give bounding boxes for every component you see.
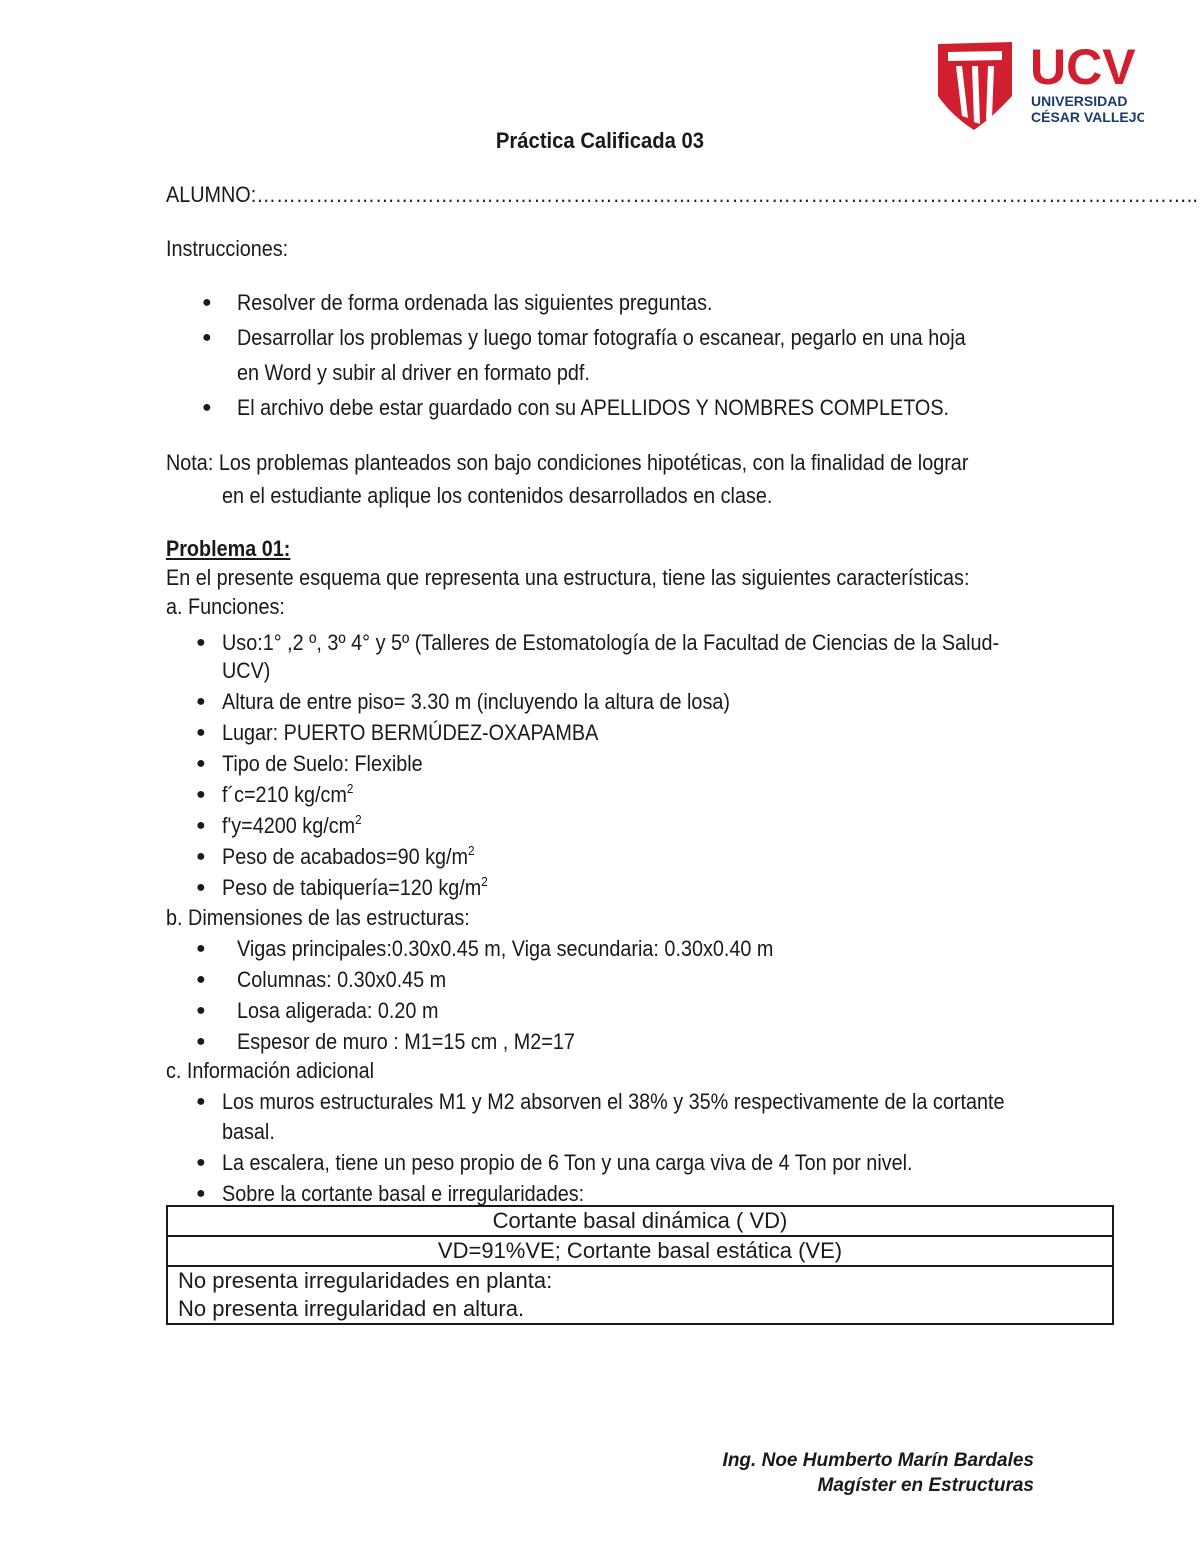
table-cell-line: No presenta irregularidades en planta: (178, 1268, 553, 1293)
bullet-icon: ● (196, 879, 206, 896)
svg-text:UCV: UCV (1030, 39, 1136, 95)
function-item: Tipo de Suelo: Flexible (222, 751, 423, 776)
info-item: Sobre la cortante basal e irregularidades: (222, 1181, 585, 1206)
info-item-continuation: basal. (222, 1119, 275, 1144)
ucv-logo (934, 38, 1144, 133)
bullet-icon: ● (196, 940, 206, 957)
student-name-line: ALUMNO:…………………………………………………………………………………………………………………………….. (166, 182, 1198, 207)
table-row (167, 1206, 1113, 1236)
section-c-heading: c. Información adicional (166, 1058, 375, 1083)
function-item: Peso de tabiquería=120 $kg/m^2$ (222, 874, 488, 900)
info-item: La escalera, tiene un peso propio de 6 Ton y una carga viva de 4 Ton por nivel. (222, 1150, 913, 1175)
dimension-item: Losa aligerada: 0.20 m (237, 998, 439, 1023)
ucv-logo-graphic (934, 38, 1144, 133)
bullet-icon: ● (196, 693, 206, 710)
dimension-item: Columnas: 0.30x0.45 m (237, 967, 447, 992)
function-item: Altura de entre piso= 3.30 m (incluyendo la altura de losa) (222, 689, 730, 714)
function-item: Peso de acabados=90 $kg/m^2$ (222, 843, 475, 869)
bullet-icon: ● (196, 848, 206, 865)
bullet-icon: ● (196, 1002, 206, 1019)
bullet-icon: ● (202, 329, 212, 346)
bullet-icon: ● (196, 1185, 206, 1202)
signature-degree: Magíster en Estructuras (817, 1475, 1034, 1496)
note-line-continuation: en el estudiante aplique los contenidos desarrollados en clase. (222, 483, 773, 508)
note-line: Nota: Los problemas planteados son bajo condiciones hipotéticas, con la finalidad de lograr (166, 450, 969, 475)
dimension-item: Vigas principales:0.30x0.45 m, Viga secundaria: 0.30x0.40 m (237, 936, 774, 961)
info-item: Los muros estructurales M1 y M2 absorven el 38% y 35% respectivamente de la cortante (222, 1089, 1005, 1114)
bullet-icon: ● (196, 817, 206, 834)
instruction-item: Desarrollar los problemas y luego tomar fotografía o escanear, pegarlo en una hoja (237, 325, 966, 350)
section-a-heading: a. Funciones: (166, 594, 285, 619)
function-item: f'y=4200 $kg/cm^2$ (222, 812, 362, 838)
problem-heading: Problema 01: (166, 536, 291, 561)
bullet-icon: ● (202, 399, 212, 416)
bullet-icon: ● (202, 294, 212, 311)
function-item: Uso:1° ,2 º, 3º 4° y 5º (Talleres de Estomatología de la Facultad de Ciencias de la Salud- (222, 630, 1000, 655)
bullet-icon: ● (196, 634, 206, 651)
basal-shear-table (166, 1205, 1114, 1325)
instruction-item-continuation: en Word y subir al driver en formato pdf. (237, 360, 590, 385)
bullet-icon: ● (196, 1093, 206, 1110)
function-item: Lugar: PUERTO BERMÚDEZ-OXAPAMBA (222, 720, 599, 745)
svg-text:CÉSAR VALLEJO: CÉSAR VALLEJO (1031, 109, 1144, 125)
bullet-icon: ● (196, 786, 206, 803)
instruction-item: El archivo debe estar guardado con su APELLIDOS Y NOMBRES COMPLETOS. (237, 395, 950, 420)
function-item-continuation: UCV) (222, 658, 271, 683)
table-cell-line: No presenta irregularidad en altura. (178, 1296, 525, 1321)
section-b-heading: b. Dimensiones de las estructuras: (166, 905, 470, 930)
dimension-item: Espesor de muro : M1=15 cm , M2=17 (237, 1029, 575, 1054)
bullet-icon: ● (196, 971, 206, 988)
svg-text:UNIVERSIDAD: UNIVERSIDAD (1031, 93, 1128, 109)
table-cell: Cortante basal dinámica ( VD) (167, 1206, 1113, 1236)
table-cell (167, 1266, 1113, 1324)
signature-name: Ing. Noe Humberto Marín Bardales (722, 1450, 1034, 1471)
bullet-icon: ● (196, 1033, 206, 1050)
table-row (167, 1236, 1113, 1266)
page-title: Práctica Calificada 03 (495, 128, 705, 153)
bullet-icon: ● (196, 755, 206, 772)
table-row (167, 1266, 1113, 1324)
instructions-heading: Instrucciones: (166, 236, 289, 261)
instruction-item: Resolver de forma ordenada las siguientes preguntas. (237, 290, 713, 315)
function-item: f´c=210 $kg/cm^2$ (222, 781, 354, 807)
bullet-icon: ● (196, 724, 206, 741)
problem-intro: En el presente esquema que representa una estructura, tiene las siguientes características: (166, 565, 970, 590)
table-cell: VD=91%VE; Cortante basal estática (VE) (167, 1236, 1113, 1266)
bullet-icon: ● (196, 1154, 206, 1171)
